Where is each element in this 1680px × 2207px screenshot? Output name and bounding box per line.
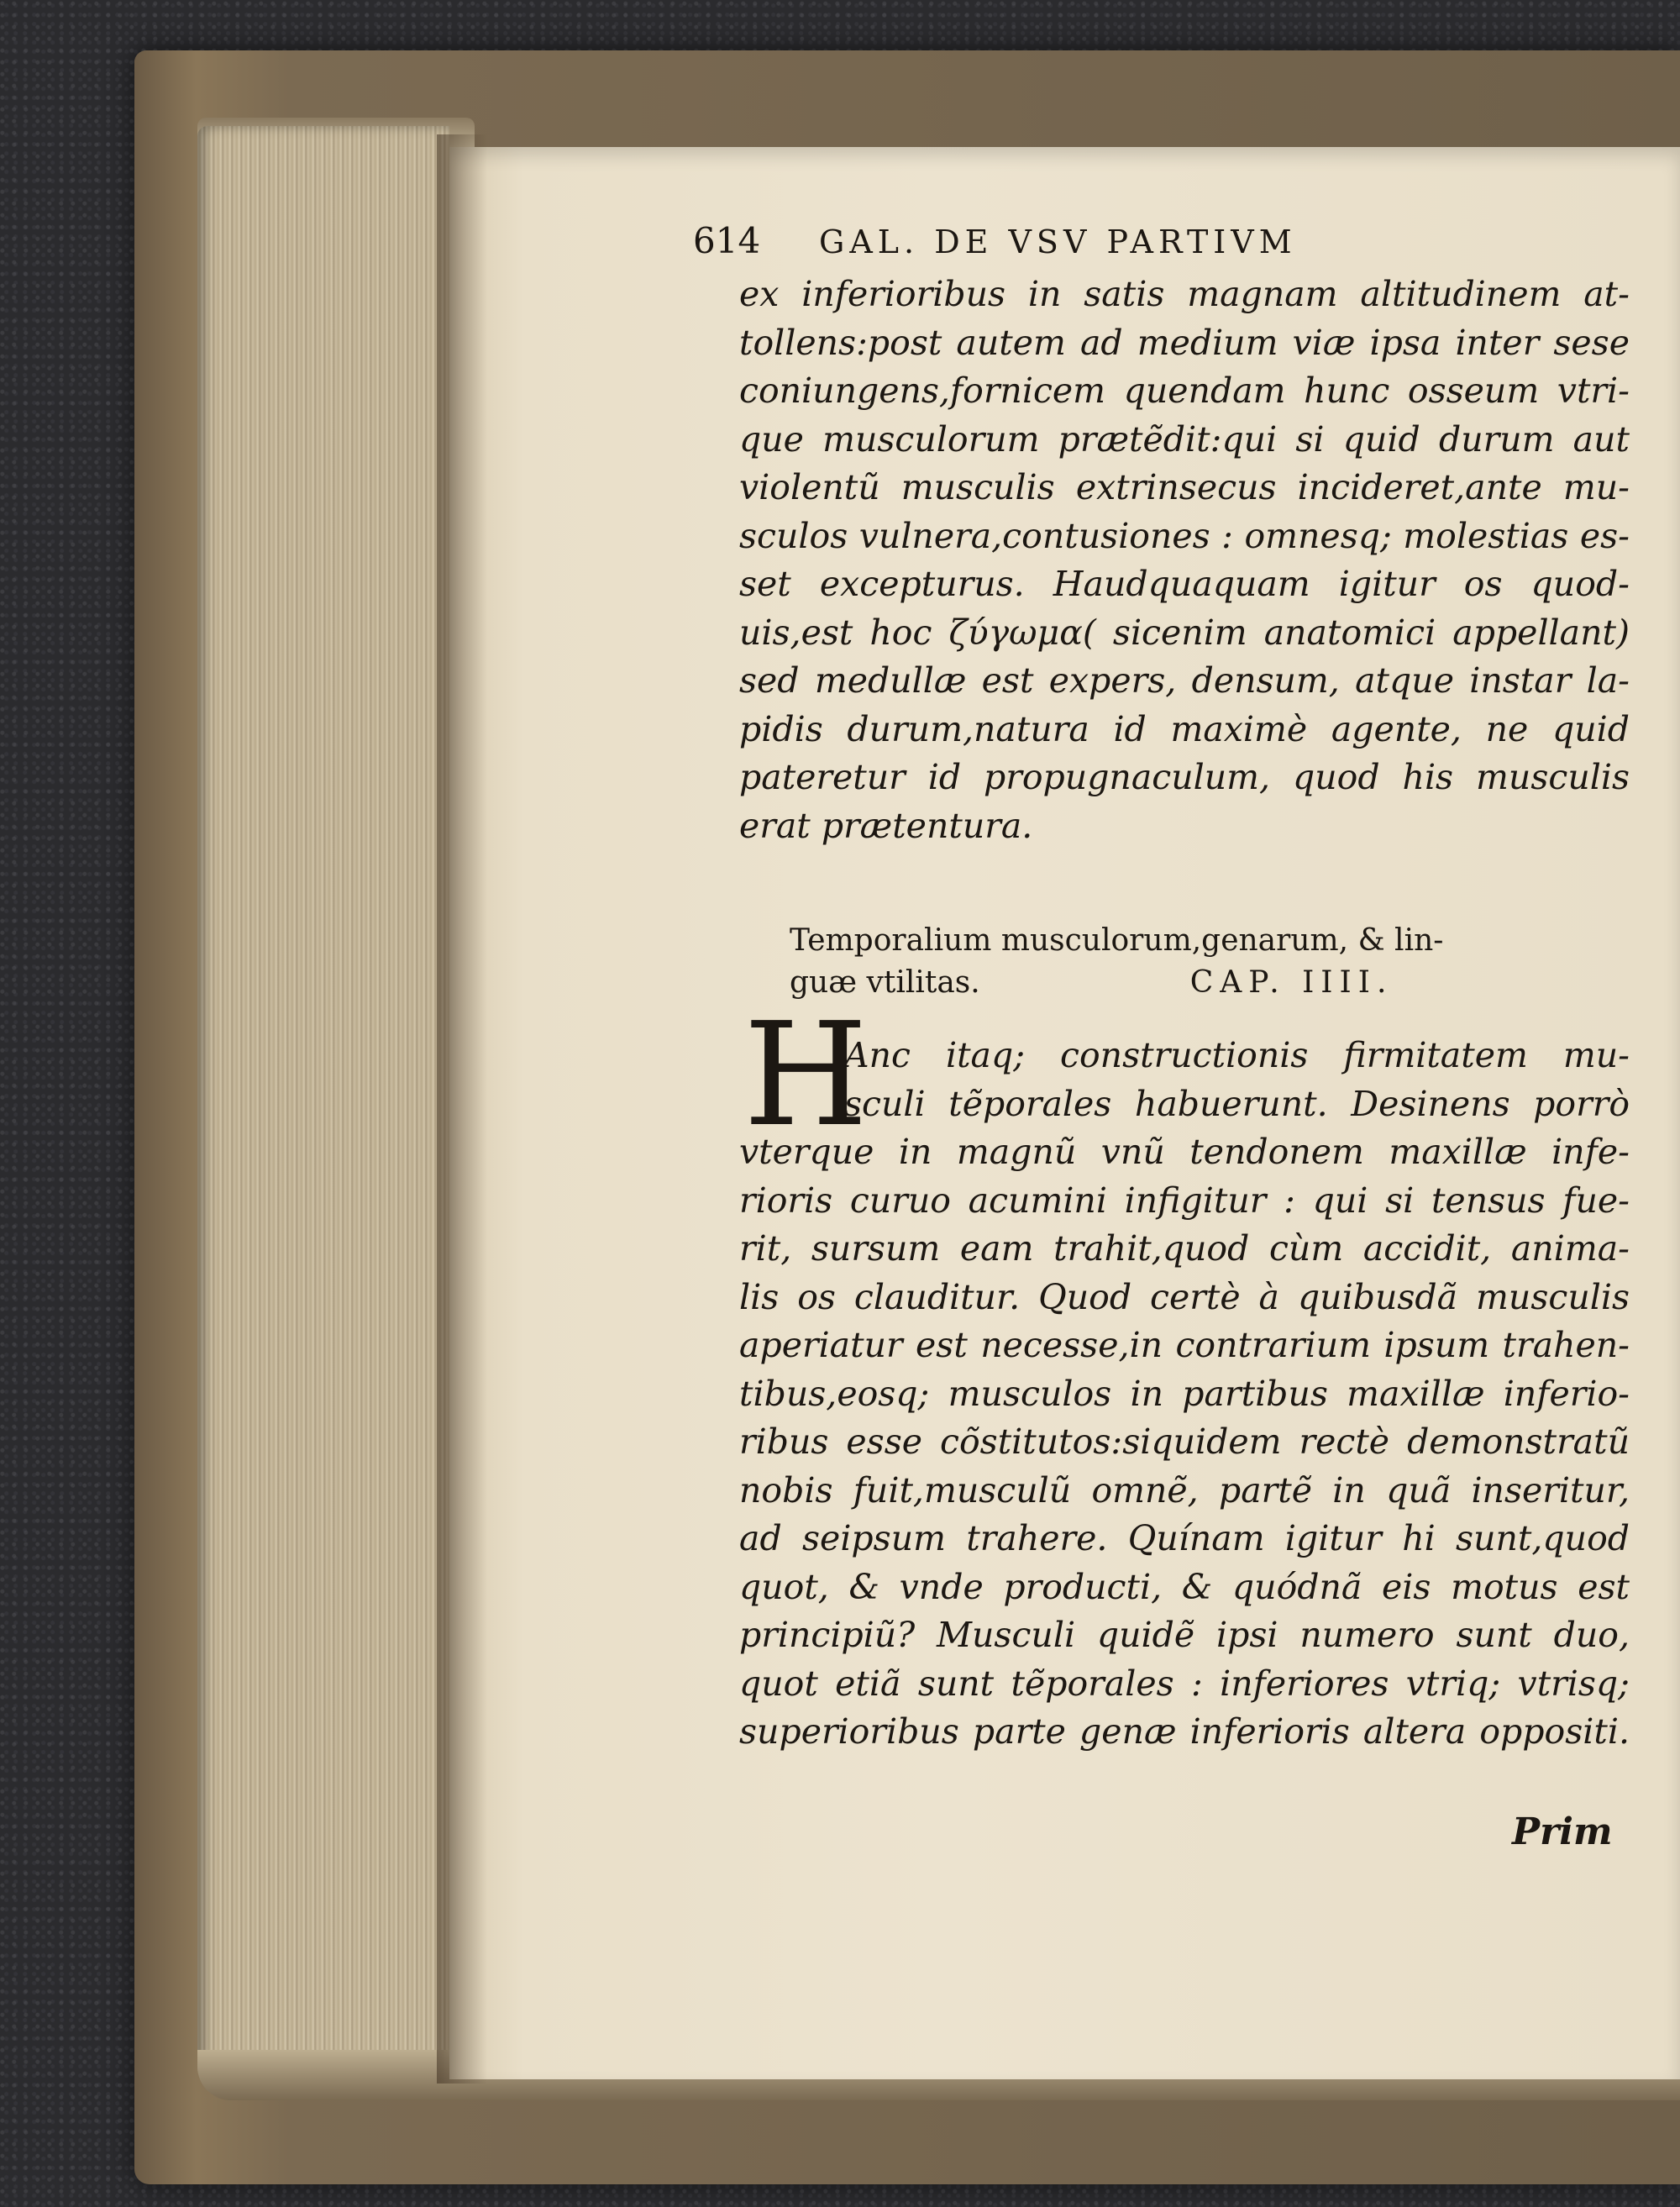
text-line: ex inferioribus in satis magnam altitudinem at- (739, 274, 1630, 314)
text-line: pateretur id propugnaculum, quod his musculis (739, 757, 1630, 797)
chapter-title-line-2 (790, 962, 1630, 1004)
text-line: superioribus parte genæ inferioris altera oppositi. (739, 1711, 1630, 1752)
text-line: lis os clauditur. Quod certè à quibusdã musculis (739, 1276, 1630, 1317)
text-line: rit, sursum eam trahit,quod cùm accidit, anima- (739, 1228, 1630, 1269)
text-line: tollens:post autem ad medium viæ ipsa inter sese (739, 322, 1630, 363)
text-line: erat prætentura. (739, 805, 1033, 846)
text-line: principiũ? Musculi quidẽ ipsi numero sunt duo, (739, 1615, 1630, 1655)
text-line: sculi tẽporales habuerunt. Desinens porrò (844, 1083, 1630, 1124)
catchword: Prim (1512, 1810, 1613, 1853)
page-number: 614 (693, 220, 761, 261)
text-line: tibus,eosq; musculos in partibus maxillæ inferio- (739, 1373, 1630, 1414)
text-line: Anc itaq; constructionis firmitatem mu- (844, 1035, 1630, 1075)
text-line: aperiatur est necesse,in contrarium ipsum trahen- (739, 1325, 1630, 1365)
gutter-shadow (437, 134, 487, 2084)
text-line: set excepturus. Haudquaquam igitur os quod- (739, 564, 1630, 604)
text-line: rioris curuo acumini infigitur : qui si tensus fue- (739, 1180, 1630, 1221)
body-text (739, 271, 1630, 850)
text-line: pidis durum,natura id maximè agente, ne quid (739, 708, 1630, 749)
text-line: quot, & vnde producti, & quódnã eis motus est (739, 1566, 1630, 1607)
text-line: nobis fuit,musculũ omnẽ, partẽ in quã inseritur, (739, 1469, 1630, 1511)
text-line: coniungens,fornicem quendam hunc osseum vtri- (739, 370, 1630, 411)
chapter-title-end: guæ vtilitas. (790, 965, 980, 1000)
drop-capital: H (743, 992, 869, 1159)
running-head (693, 220, 1491, 261)
text-line: que musculorum prætẽdit:qui si quid durum aut (739, 418, 1630, 460)
page-block-edges (197, 126, 449, 2092)
text-line: quot etiã sunt tẽporales : inferiores vtriq; vtrisq; (739, 1663, 1630, 1704)
text-line: ad seipsum trahere. Quínam igitur hi sunt,quod (739, 1518, 1630, 1558)
text-line: sculos vulnera,contusiones : omnesq; molestias es- (739, 515, 1630, 556)
text-line: vterque in magnũ vnũ tendonem maxillæ infe- (739, 1132, 1630, 1172)
chapter-text (739, 1032, 1630, 1757)
text-line: violentũ musculis extrinsecus incideret,ante mu- (739, 467, 1630, 507)
text-line: uis,est hoc ζύγωμα( sicenim anatomici appellant) (739, 612, 1630, 653)
chapter-heading (790, 920, 1630, 1004)
text-line: sed medullæ est expers, densum, atque instar la- (739, 660, 1630, 701)
chapter-number: CAP. IIII. (1189, 965, 1394, 1000)
chapter-title-line: Temporalium musculorum,genarum, & lin- (790, 923, 1444, 958)
text-line: ribus esse cõstitutos:siquidem rectè demonstratũ (739, 1421, 1630, 1462)
running-title: GAL. DE VSV PARTIVM (819, 223, 1297, 260)
